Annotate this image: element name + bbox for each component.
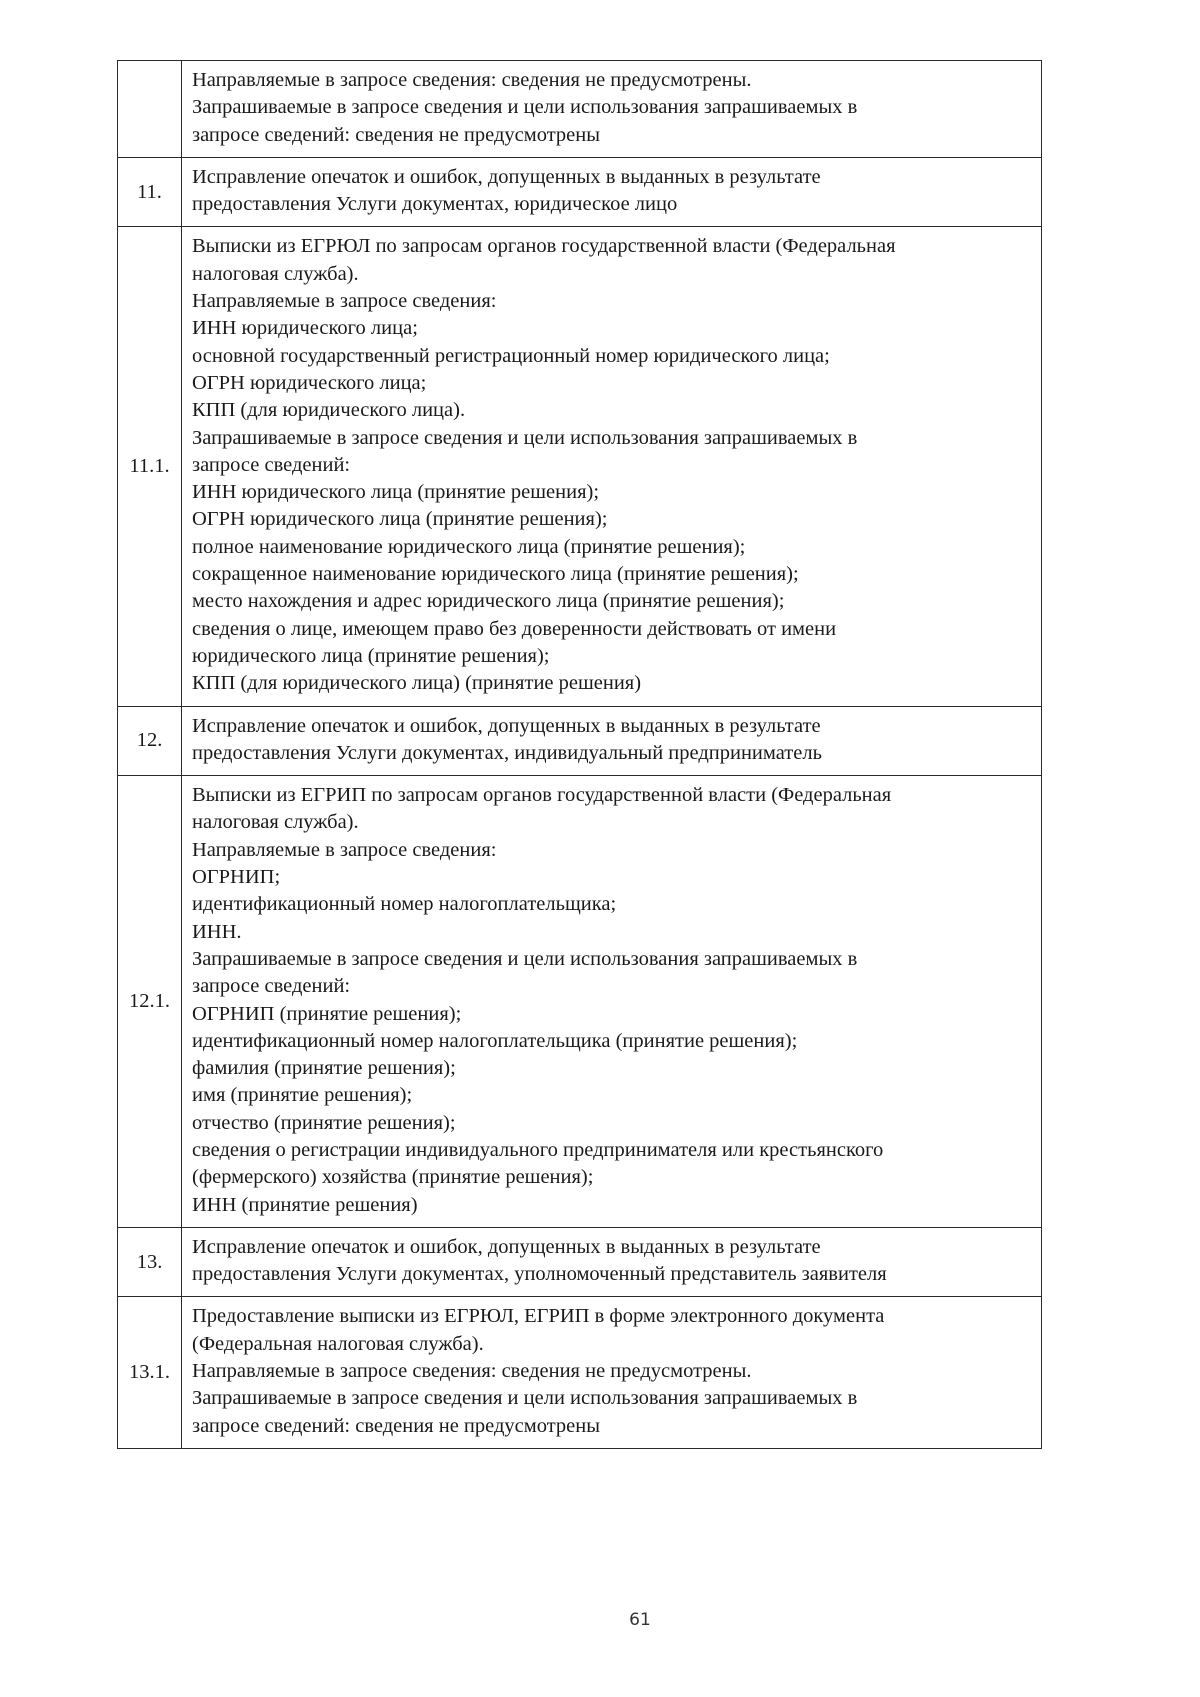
requirements-table <box>117 60 1042 1449</box>
text-line: ОГРНИП (принятие решения); <box>192 1002 462 1025</box>
text-line: сведения о регистрации индивидуального предпринимателя или крестьянского <box>192 1138 884 1161</box>
table-row <box>118 706 1042 776</box>
row-number: 11.1. <box>118 227 182 706</box>
row-text <box>182 1227 1042 1297</box>
text-line: предоставления Услуги документах, юридическое лицо <box>192 193 678 216</box>
table-row <box>118 227 1042 706</box>
text-line: идентификационный номер налогоплательщика; <box>192 893 617 916</box>
text-line: ОГРН юридического лица; <box>192 371 427 394</box>
table-row <box>118 776 1042 1228</box>
table-row <box>118 1227 1042 1297</box>
text-line: предоставления Услуги документах, уполномоченный представитель заявителя <box>192 1263 887 1286</box>
text-line: отчество (принятие решения); <box>192 1111 456 1134</box>
row-text <box>182 157 1042 227</box>
text-line: полное наименование юридического лица (принятие решения); <box>192 535 746 558</box>
text-line: Направляемые в запросе сведения: <box>192 838 497 861</box>
text-line: Запрашиваемые в запросе сведения и цели использования запрашиваемых в <box>192 96 858 119</box>
table-row <box>118 1297 1042 1448</box>
text-line: Выписки из ЕГРИП по запросам органов государственной власти (Федеральная <box>192 784 892 807</box>
text-line: Запрашиваемые в запросе сведения и цели использования запрашиваемых в <box>192 1387 858 1410</box>
text-line: основной государственный регистрационный номер юридического лица; <box>192 344 830 367</box>
text-line: ОГРНИП; <box>192 866 281 889</box>
text-line: налоговая служба). <box>192 262 359 285</box>
row-number: 13.1. <box>118 1297 182 1448</box>
text-line: Запрашиваемые в запросе сведения и цели использования запрашиваемых в <box>192 947 858 970</box>
row-number <box>118 61 182 158</box>
text-line: (Федеральная налоговая служба). <box>192 1332 484 1355</box>
text-line: ИНН. <box>192 920 242 943</box>
text-line: налоговая служба). <box>192 811 359 834</box>
text-line: идентификационный номер налогоплательщика (принятие решения); <box>192 1029 798 1052</box>
text-line: Направляемые в запросе сведения: сведения не предусмотрены. <box>192 1360 752 1383</box>
table-body <box>118 61 1042 1449</box>
page-number: 61 <box>629 1610 651 1630</box>
row-text <box>182 227 1042 706</box>
row-text <box>182 706 1042 776</box>
text-line: Исправление опечаток и ошибок, допущенных в выданных в результате <box>192 1235 821 1258</box>
text-line: сведения о лице, имеющем право без доверенности действовать от имени <box>192 617 837 640</box>
row-number: 12.1. <box>118 776 182 1228</box>
text-line: имя (принятие решения); <box>192 1084 413 1107</box>
row-text <box>182 776 1042 1228</box>
row-text <box>182 1297 1042 1448</box>
text-line: Направляемые в запросе сведения: <box>192 290 497 313</box>
text-line: запросе сведений: <box>192 975 351 998</box>
text-line: ИНН юридического лица; <box>192 317 418 340</box>
text-line: Исправление опечаток и ошибок, допущенных в выданных в результате <box>192 165 821 188</box>
text-line: Исправление опечаток и ошибок, допущенных в выданных в результате <box>192 714 821 737</box>
text-line: предоставления Услуги документах, индивидуальный предприниматель <box>192 741 822 764</box>
text-line: место нахождения и адрес юридического лица (принятие решения); <box>192 590 785 613</box>
table-row <box>118 157 1042 227</box>
table-row <box>118 61 1042 158</box>
text-line: сокращенное наименование юридического лица (принятие решения); <box>192 563 799 586</box>
text-line: КПП (для юридического лица) (принятие решения) <box>192 672 642 695</box>
row-number: 11. <box>118 157 182 227</box>
text-line: ОГРН юридического лица (принятие решения); <box>192 508 608 531</box>
text-line: (фермерского) хозяйства (принятие решения); <box>192 1166 594 1189</box>
row-text <box>182 61 1042 158</box>
text-line: ИНН юридического лица (принятие решения); <box>192 481 600 504</box>
text-line: Запрашиваемые в запросе сведения и цели использования запрашиваемых в <box>192 426 858 449</box>
row-number: 12. <box>118 706 182 776</box>
text-line: запросе сведений: <box>192 453 351 476</box>
text-line: запросе сведений: сведения не предусмотрены <box>192 1414 601 1437</box>
row-number: 13. <box>118 1227 182 1297</box>
text-line: ИНН (принятие решения) <box>192 1193 418 1216</box>
text-line: Предоставление выписки из ЕГРЮЛ, ЕГРИП в форме электронного документа <box>192 1305 885 1328</box>
text-line: юридического лица (принятие решения); <box>192 644 550 667</box>
text-line: запросе сведений: сведения не предусмотрены <box>192 123 601 146</box>
text-line: Выписки из ЕГРЮЛ по запросам органов государственной власти (Федеральная <box>192 235 896 258</box>
text-line: Направляемые в запросе сведения: сведения не предусмотрены. <box>192 69 752 91</box>
text-line: фамилия (принятие решения); <box>192 1057 456 1080</box>
text-line: КПП (для юридического лица). <box>192 399 466 422</box>
